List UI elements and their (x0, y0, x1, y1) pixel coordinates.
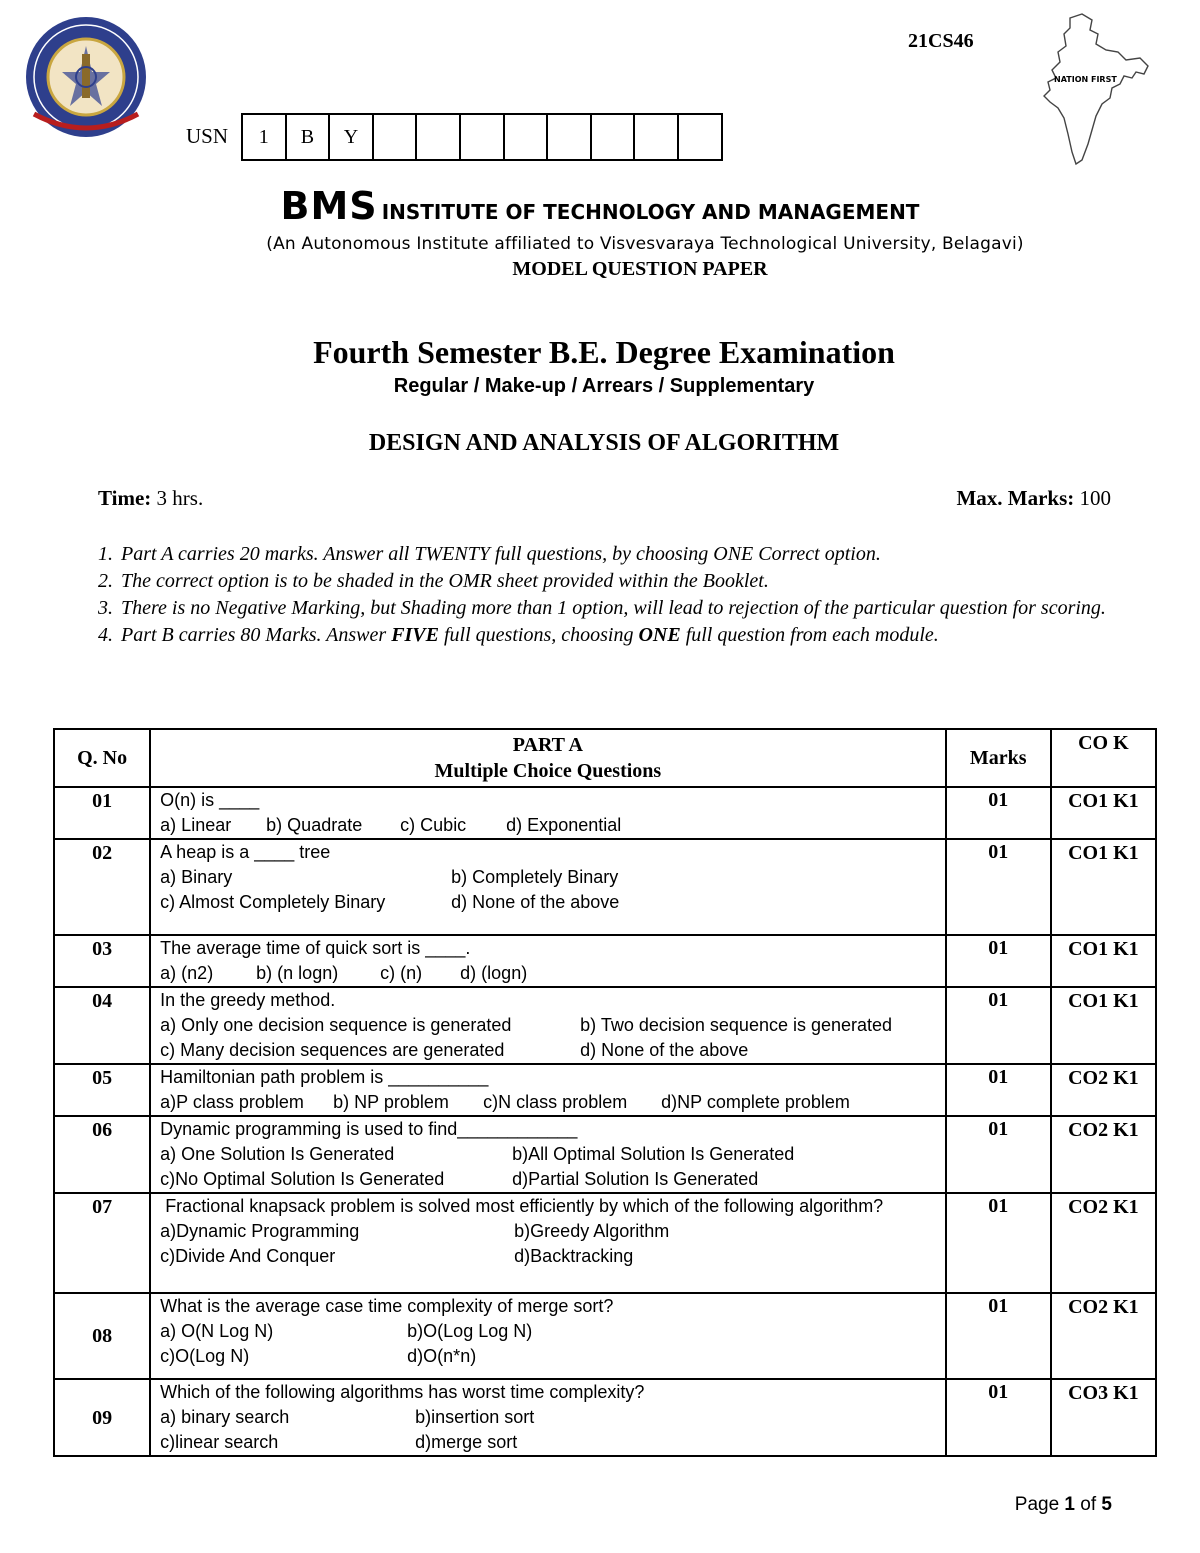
questions-body (54, 787, 1156, 1456)
answer-option: a) (n2) (160, 963, 214, 983)
options-line (160, 1344, 944, 1369)
subject-title: DESIGN AND ANALYSIS OF ALGORITHM (368, 430, 840, 456)
usn-label: USN (186, 124, 229, 148)
answer-option: d)Backtracking (514, 1246, 634, 1266)
question-co-level: CO1 K1 (1051, 935, 1156, 987)
instruction-number: 4. (98, 624, 113, 646)
instruction-item (98, 541, 1108, 568)
question-number: 07 (54, 1193, 150, 1293)
table-row (54, 839, 1156, 935)
header-part-subtitle: Multiple Choice Questions (434, 760, 662, 782)
options-line (160, 1013, 944, 1038)
question-cell (150, 935, 945, 987)
instruction-number: 1. (98, 543, 113, 565)
map-caption: NATION FIRST (1054, 75, 1117, 84)
exam-title: Fourth Semester B.E. Degree Examination (313, 334, 895, 370)
question-cell (150, 1064, 945, 1116)
answer-option: b) Two decision sequence is generated (580, 1015, 893, 1035)
college-logo (20, 14, 152, 140)
answer-option: d)O(n*n) (407, 1346, 477, 1366)
question-number: 03 (54, 935, 150, 987)
instruction-text-part: full questions, choosing (439, 624, 639, 646)
question-cell (150, 1193, 945, 1293)
usn-cell[interactable] (679, 113, 723, 161)
table-row (54, 1064, 1156, 1116)
exam-time (98, 486, 203, 511)
question-cell (150, 787, 945, 839)
question-marks: 01 (946, 787, 1051, 839)
answer-option: c) Many decision sequences are generated (160, 1040, 505, 1060)
instruction-text: Part A carries 20 marks. Answer all TWENTY full questions, by choosing ONE Correct option. (121, 543, 881, 565)
institute-name: INSTITUTE OF TECHNOLOGY AND MANAGEMENT (381, 200, 920, 224)
question-marks: 01 (946, 1379, 1051, 1456)
instruction-emphasis: FIVE (391, 624, 439, 646)
answer-option: b) Quadrate (266, 815, 363, 835)
page-word: Page (1014, 1494, 1060, 1515)
answer-option: d)merge sort (415, 1432, 518, 1452)
instructions-list (98, 541, 1108, 649)
question-number: 02 (54, 839, 150, 935)
instruction-number: 2. (98, 570, 113, 592)
question-marks: 01 (946, 987, 1051, 1064)
answer-option: c)N class problem (483, 1092, 628, 1112)
answer-option: c) (n) (380, 963, 423, 983)
instruction-text: The correct option is to be shaded in the OMR sheet provided within the Booklet. (121, 570, 769, 592)
question-cell (150, 987, 945, 1064)
page-number: 1 (1064, 1494, 1075, 1515)
answer-option: c) Almost Completely Binary (160, 892, 386, 912)
question-number: 06 (54, 1116, 150, 1193)
question-co-level: CO1 K1 (1051, 787, 1156, 839)
options-line (160, 865, 944, 890)
answer-option: a) Only one decision sequence is generated (160, 1015, 512, 1035)
question-marks: 01 (946, 1293, 1051, 1379)
question-text: Dynamic programming is used to find____________ (160, 1119, 578, 1139)
options-line (160, 890, 944, 915)
table-row (54, 1293, 1156, 1379)
usn-cell[interactable] (461, 113, 505, 161)
institute-affiliation: (An Autonomous Institute affiliated to Visvesvaraya Technological University, Belagavi) (266, 234, 1024, 254)
answer-option: c) Cubic (400, 815, 467, 835)
answer-option: a) binary search (160, 1407, 290, 1427)
options-line (160, 1405, 944, 1430)
instruction-number: 3. (98, 597, 113, 619)
usn-cell[interactable] (592, 113, 636, 161)
answer-option: c)Divide And Conquer (160, 1246, 336, 1266)
usn-cell[interactable] (505, 113, 549, 161)
question-text: Which of the following algorithms has worst time complexity? (160, 1382, 645, 1402)
exam-subtitle: Regular / Make-up / Arrears / Supplementary (393, 375, 815, 397)
options-line (160, 1090, 944, 1115)
question-co-level: CO3 K1 (1051, 1379, 1156, 1456)
question-text: What is the average case time complexity of merge sort? (160, 1296, 614, 1316)
question-number: 05 (54, 1064, 150, 1116)
answer-option: b)O(Log Log N) (407, 1321, 533, 1341)
header-part-title: PART A (512, 734, 583, 756)
marks-value: 100 (1079, 486, 1111, 510)
page-footer (1015, 1494, 1112, 1516)
question-number: 04 (54, 987, 150, 1064)
max-marks (956, 486, 1111, 511)
question-text: The average time of quick sort is ____. (160, 938, 471, 958)
answer-option: d)NP complete problem (661, 1092, 850, 1112)
of-word: of (1080, 1494, 1097, 1515)
question-cell (150, 1116, 945, 1193)
question-text: Hamiltonian path problem is __________ (160, 1067, 489, 1087)
options-line (160, 1319, 944, 1344)
options-line (160, 961, 944, 986)
question-marks: 01 (946, 839, 1051, 935)
question-co-level: CO2 K1 (1051, 1193, 1156, 1293)
instruction-item (98, 622, 1108, 649)
table-row (54, 1379, 1156, 1456)
answer-option: b)insertion sort (415, 1407, 535, 1427)
instruction-item (98, 595, 1108, 622)
answer-option: b) NP problem (333, 1092, 449, 1112)
time-value: 3 hrs. (156, 486, 204, 510)
table-row (54, 1116, 1156, 1193)
question-number: 01 (54, 787, 150, 839)
header-part (150, 729, 945, 787)
answer-option: d) None of the above (451, 892, 620, 912)
usn-cell[interactable] (635, 113, 679, 161)
india-map-icon (1040, 12, 1150, 168)
instruction-emphasis: ONE (638, 624, 681, 646)
table-row (54, 787, 1156, 839)
answer-option: a) Linear (160, 815, 232, 835)
answer-option: d) (logn) (460, 963, 528, 983)
answer-option: c)linear search (160, 1432, 279, 1452)
instruction-item (98, 568, 1108, 595)
table-row (54, 935, 1156, 987)
instruction-text-part: full question from each module. (680, 624, 939, 646)
question-co-level: CO1 K1 (1051, 839, 1156, 935)
paper-type: MODEL QUESTION PAPER (512, 258, 768, 280)
instruction-text (121, 624, 939, 646)
question-marks: 01 (946, 1116, 1051, 1193)
question-number: 09 (54, 1379, 150, 1456)
questions-table (53, 728, 1157, 1457)
usn-cell[interactable]: Y (330, 113, 374, 161)
usn-cell[interactable]: 1 (243, 113, 287, 161)
question-cell (150, 1379, 945, 1456)
table-row (54, 1193, 1156, 1293)
question-text: A heap is a ____ tree (160, 842, 331, 862)
question-number: 08 (54, 1293, 150, 1379)
answer-option: b)Greedy Algorithm (514, 1221, 670, 1241)
answer-option: a) O(N Log N) (160, 1321, 274, 1341)
question-text: In the greedy method. (160, 990, 336, 1010)
usn-cell[interactable] (417, 113, 461, 161)
question-marks: 01 (946, 1193, 1051, 1293)
question-text: O(n) is ____ (160, 790, 260, 810)
answer-option: a) Binary (160, 867, 233, 887)
institute-bms: BMS (280, 184, 378, 228)
question-marks: 01 (946, 1064, 1051, 1116)
question-text: Fractional knapsack problem is solved most efficiently by which of the following algorithm? (160, 1196, 884, 1216)
options-line (160, 1430, 944, 1455)
question-co-level: CO2 K1 (1051, 1116, 1156, 1193)
answer-option: d)Partial Solution Is Generated (512, 1169, 759, 1189)
question-co-level: CO2 K1 (1051, 1293, 1156, 1379)
options-line (160, 1167, 944, 1192)
instruction-text: There is no Negative Marking, but Shading more than 1 option, will lead to rejection of the particular question for scoring. (121, 597, 1106, 619)
usn-cell[interactable] (374, 113, 418, 161)
answer-option: a)Dynamic Programming (160, 1221, 360, 1241)
question-co-level: CO2 K1 (1051, 1064, 1156, 1116)
answer-option: b)All Optimal Solution Is Generated (512, 1144, 795, 1164)
time-label: Time: (98, 486, 152, 510)
header-marks: Marks (946, 729, 1051, 787)
answer-option: b) (n logn) (256, 963, 339, 983)
answer-option: a)P class problem (160, 1092, 304, 1112)
question-co-level: CO1 K1 (1051, 987, 1156, 1064)
table-row (54, 987, 1156, 1064)
options-line (160, 1219, 944, 1244)
answer-option: c)No Optimal Solution Is Generated (160, 1169, 445, 1189)
options-line (160, 1038, 944, 1063)
answer-option: d) None of the above (580, 1040, 749, 1060)
question-cell (150, 1293, 945, 1379)
usn-cell[interactable] (548, 113, 592, 161)
page-total: 5 (1101, 1494, 1112, 1515)
header-cok: CO K (1051, 729, 1156, 787)
answer-option: c)O(Log N) (160, 1346, 250, 1366)
marks-label: Max. Marks: (956, 486, 1075, 510)
answer-option: a) One Solution Is Generated (160, 1144, 395, 1164)
answer-option: d) Exponential (506, 815, 622, 835)
question-marks: 01 (946, 935, 1051, 987)
options-line (160, 813, 944, 838)
institute-heading (0, 184, 1200, 228)
usn-input[interactable] (241, 113, 723, 161)
options-line (160, 1244, 944, 1269)
usn-cell[interactable]: B (287, 113, 331, 161)
table-header-row (54, 729, 1156, 787)
answer-option: b) Completely Binary (451, 867, 619, 887)
question-cell (150, 839, 945, 935)
subject-code: 21CS46 (908, 30, 974, 52)
instruction-text-part: Part B carries 80 Marks. Answer (121, 624, 392, 646)
options-line (160, 1142, 944, 1167)
header-qno: Q. No (54, 729, 150, 787)
